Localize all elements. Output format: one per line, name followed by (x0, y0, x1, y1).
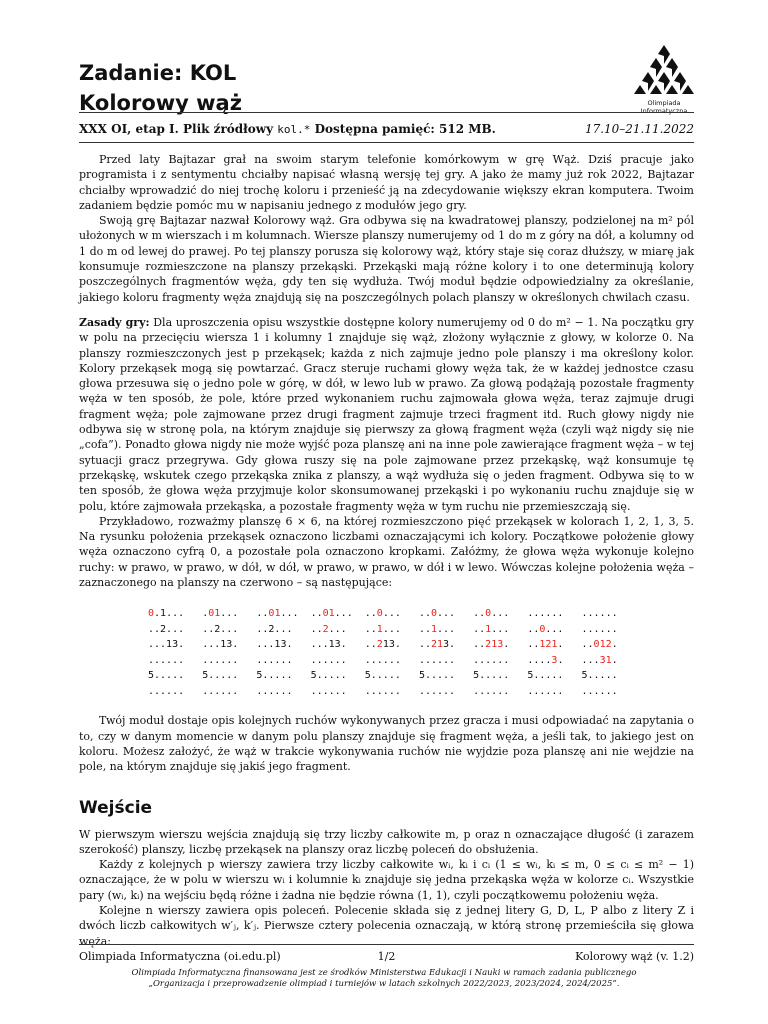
board-6-row-1: ..0... (418, 608, 456, 620)
source-file: kol.* (277, 123, 311, 136)
board-row (148, 653, 694, 669)
board-8-row-5: 5..... (527, 670, 564, 682)
board-2-row-1: .01... (202, 608, 239, 620)
contest-dates: 17.10–21.11.2022 (584, 122, 694, 136)
board-row (148, 668, 694, 684)
rules-label: Zasady gry: (79, 315, 150, 329)
snake-boards-figure (148, 606, 694, 699)
memory-limit: Dostępna pamięć: 512 MB. (314, 122, 496, 136)
board-4-row-4: ...... (310, 654, 347, 666)
stage-label: XXX OI, etap I. Plik źródłowy (79, 122, 274, 136)
board-5-row-4: ...... (364, 654, 401, 666)
board-3-row-6: ...... (256, 685, 293, 697)
board-3-row-4: ...... (256, 654, 293, 666)
board-4-row-3: ...13. (310, 639, 347, 651)
board-3-row-2: ..2... (256, 623, 293, 635)
board-4-row-2: ..2... (310, 623, 347, 635)
intro-paragraph-2: Swoją grę Bajtazar nazwał Kolorowy wąż. Gra odbywa się na kwadratowej planszy, podzielonej na m² pól ułożonych w m wierszach i m kolumnach. Wiersze planszy numerujemy od 1 do m z góry na dół, a kolumny od 1 do m od lewej do prawej. Po tej planszy porusza się kolorowy wąż, który staje się coraz dłuższy, w miarę jak konsumuje rozmieszczone na planszy przekąski. Przekąski mają różne kolory i to one determinują kolory poszczególnych fragmentów węża, gdy ten się wydłuża. Twój moduł będzie odpowiedzialny za określanie, jakiego koloru fragmenty węża znajdują się na poszczególnych polach planszy w określonych chwilach czasu. (79, 214, 694, 304)
board-9-row-2: ...... (581, 623, 618, 635)
board-6-row-3: ..213. (418, 639, 456, 651)
board-1-row-2: ..2... (148, 623, 185, 635)
board-7-row-6: ...... (473, 685, 510, 697)
board-5-row-3: ..213. (364, 639, 401, 651)
board-3-row-3: ...13. (256, 639, 293, 651)
board-2-row-6: ...... (202, 685, 239, 697)
input-paragraph-3: Kolejne n wierszy zawiera opis poleceń. Polecenie składa się z jednej litery G, D, L, P albo z litery Z i dwóch liczb całkowitych w′ⱼ, k′ⱼ. Pierwsze cztery polecenia oznaczają, w którą stronę przemieściła się głowa węża: (79, 903, 694, 948)
intro-paragraph-1: Przed laty Bajtazar grał na swoim starym telefonie komórkowym w grę Wąż. Dziś pracuje jako programista i z sentymentu chciałby napisać własną wersję tej gry. A jako że mamy już rok 2022, Bajtazar chciałby wprowadzić do niej trochę koloru i przenieść ją na zdecydowanie większy ekran komputera. Twoim zadaniem będzie pomóc mu w napisaniu jednego z modułów jego gry. (79, 153, 694, 212)
board-1-row-5: 5..... (148, 670, 185, 682)
board-2-row-3: ...13. (202, 639, 239, 651)
footer-page-number: 1/2 (377, 950, 396, 963)
example-paragraph: Przykładowo, rozważmy planszę 6 × 6, na której rozmieszczono pięć przekąsek w kolorach 1, 2, 1, 3, 5. Na rysunku położenia przekąsek oznaczono liczbami oznaczającymi ich kolory. Początkowe położenie głowy węża oznaczono cyfrą 0, a pozostałe pola oznaczono kropkami. Załóżmy, że głowa węża wykonuje kolejno ruchy: w prawo, w prawo, w dół, w dół, w prawo, w prawo, w dół i w lewo. Wówczas kolejne położenia węża – zaznaczonego na planszy na czerwono – są następujące: (79, 514, 694, 590)
board-9-row-4: ...31. (581, 654, 618, 666)
board-8-row-2: ..0... (527, 623, 564, 635)
board-8-row-4: ....3. (527, 654, 564, 666)
logo-text-line-1: Olimpiada (647, 99, 681, 107)
board-7-row-1: ..0... (473, 608, 510, 620)
sierpinski-logo-icon (634, 44, 694, 98)
task-meta (79, 122, 694, 137)
funding-note (60, 968, 708, 990)
funding-line-2: „Organizacja i przeprowadzenie olimpiad i turniejów w latach szkolnych 2022/2023, 2023/2024, 2024/2025”. (148, 979, 620, 989)
board-8-row-3: ..121. (527, 639, 564, 651)
board-1-row-3: ...13. (148, 639, 185, 651)
funding-line-1: Olimpiada Informatyczna finansowana jest ze środków Ministerstwa Edukacji i Nauki w ramach zadania publicznego (131, 968, 637, 978)
input-paragraph-2: Każdy z kolejnych p wierszy zawiera trzy liczby całkowite wᵢ, kᵢ i cᵢ (1 ≤ wᵢ, kᵢ ≤ m, 0 ≤ cᵢ ≤ m² − 1) oznaczające, że w polu w wierszu wᵢ i kolumnie kᵢ znajduje się jedna przekąska węża w kolorze cᵢ. Wszystkie pary (wᵢ, kᵢ) na wejściu będą różne i żadna nie będzie równa (1, 1), czyli początkowemu położeniu węża. (79, 858, 694, 902)
board-9-row-5: 5..... (581, 670, 618, 682)
title-line-2: Kolorowy wąż (79, 91, 242, 115)
board-4-row-1: ..01... (310, 608, 353, 620)
board-6-row-2: ..1... (418, 623, 456, 635)
title-line-1: Zadanie: KOL (79, 61, 237, 85)
board-5-row-6: ...... (364, 685, 401, 697)
board-1-row-1: 0.1... (148, 608, 185, 620)
board-8-row-6: ...... (527, 685, 564, 697)
board-7-row-5: 5..... (473, 670, 510, 682)
board-1-row-4: ...... (148, 654, 185, 666)
board-3-row-5: 5..... (256, 670, 293, 682)
board-5-row-1: ..0... (364, 608, 401, 620)
board-7-row-3: ..213. (473, 639, 510, 651)
top-rule (79, 112, 694, 113)
board-row (148, 606, 694, 622)
input-section-heading: Wejście (79, 797, 153, 818)
board-row (148, 622, 694, 638)
meta-rule (79, 142, 694, 143)
board-9-row-6: ...... (581, 685, 618, 697)
board-5-row-5: 5..... (364, 670, 401, 682)
footer-task-version: Kolorowy wąż (v. 1.2) (575, 950, 694, 963)
logo-text-line-2: Informatyczna (640, 107, 688, 115)
board-6-row-6: ...... (418, 685, 456, 697)
board-9-row-3: ..012. (581, 639, 618, 651)
footer-rule (79, 944, 694, 945)
board-9-row-1: ...... (581, 608, 618, 620)
board-4-row-5: 5..... (310, 670, 347, 682)
board-1-row-6: ...... (148, 685, 185, 697)
board-row (148, 637, 694, 653)
board-5-row-2: ..1... (364, 623, 401, 635)
page-title (79, 58, 242, 118)
footer-site: Olimpiada Informatyczna (oi.edu.pl) (79, 950, 281, 963)
board-3-row-1: ..01... (256, 608, 299, 620)
rules-paragraph (79, 315, 694, 514)
board-row (148, 684, 694, 700)
board-7-row-2: ..1... (473, 623, 510, 635)
board-2-row-5: 5..... (202, 670, 239, 682)
input-paragraph-1: W pierwszym wierszu wejścia znajdują się trzy liczby całkowite m, p oraz n oznaczające długość (i zarazem szerokość) planszy, liczbę przekąsek na planszy oraz liczbę poleceń do obsłużenia. (79, 827, 694, 856)
board-6-row-4: ...... (418, 654, 456, 666)
outro-paragraph: Twój moduł dostaje opis kolejnych ruchów wykonywanych przez gracza i musi odpowiadać na zapytania o to, czy w danym momencie w danym polu planszy znajduje się fragment węża, a jeśli tak, to jakiego jest on koloru. Możesz założyć, że wąż w trakcie wykonywania ruchów nie wyjdzie poza planszę ani nie wejdzie na pole, na którym znajduje się jakiś jego fragment. (79, 714, 694, 774)
olympiad-logo (630, 44, 698, 115)
board-7-row-4: ...... (473, 654, 510, 666)
board-2-row-2: ..2... (202, 623, 239, 635)
rules-text: Dla uproszczenia opisu wszystkie dostępne kolory numerujemy od 0 do m² − 1. Na początku gry w polu na przecięciu wiersza 1 i kolumny 1 znajduje się wąż, złożony wyłącznie z głowy, w kolorze 0. Na planszy rozmieszczonych jest p przekąsek; każda z nich zajmuje jedno pole planszy i ma określony kolor. Kolory przekąsek mogą się powtarzać. Gracz steruje ruchami głowy węża tak, że w każdej jednostce czasu głowa przesuwa się o jedno pole w górę, w dół, w lewo lub w prawo. Za głową podążają pozostałe fragmenty węża w ten sposób, że pole, które przed wykonaniem ruchu zajmowała głowa węża, teraz zajmuje drugi fragment węża; pole zajmowane przez drugi fragment zajmuje trzeci fragment itd. Ruch głowy nigdy nie odbywa się w stronę pola, na którym znajduje się pierwszy za głową fragment węża (czyli wąż nigdy się nie „cofa”). Ponadto głowa nigdy nie może wyjść poza planszę ani na inne pole zawierające fragment węża – w tej sytuacji gracz przegrywa. Gdy głowa ruszy się na pole zajmowane przez przekąskę, wąż konsumuje tę przekąskę, wskutek czego przekąska znika z planszy, a wąż wydłuża się o jeden fragment. Odbywa się to w ten sposób, że głowa węża przyjmuje kolor skonsumowanej przekąski i po wykonaniu ruchu znajduje się w polu, które zajmowała przekąska, a pozostałe fragmenty węża w tym ruchu nie przemieszczają się. (79, 315, 694, 513)
board-6-row-5: 5..... (418, 670, 456, 682)
board-4-row-6: ...... (310, 685, 347, 697)
board-2-row-4: ...... (202, 654, 239, 666)
board-8-row-1: ...... (527, 608, 564, 620)
task-statement (79, 152, 694, 949)
